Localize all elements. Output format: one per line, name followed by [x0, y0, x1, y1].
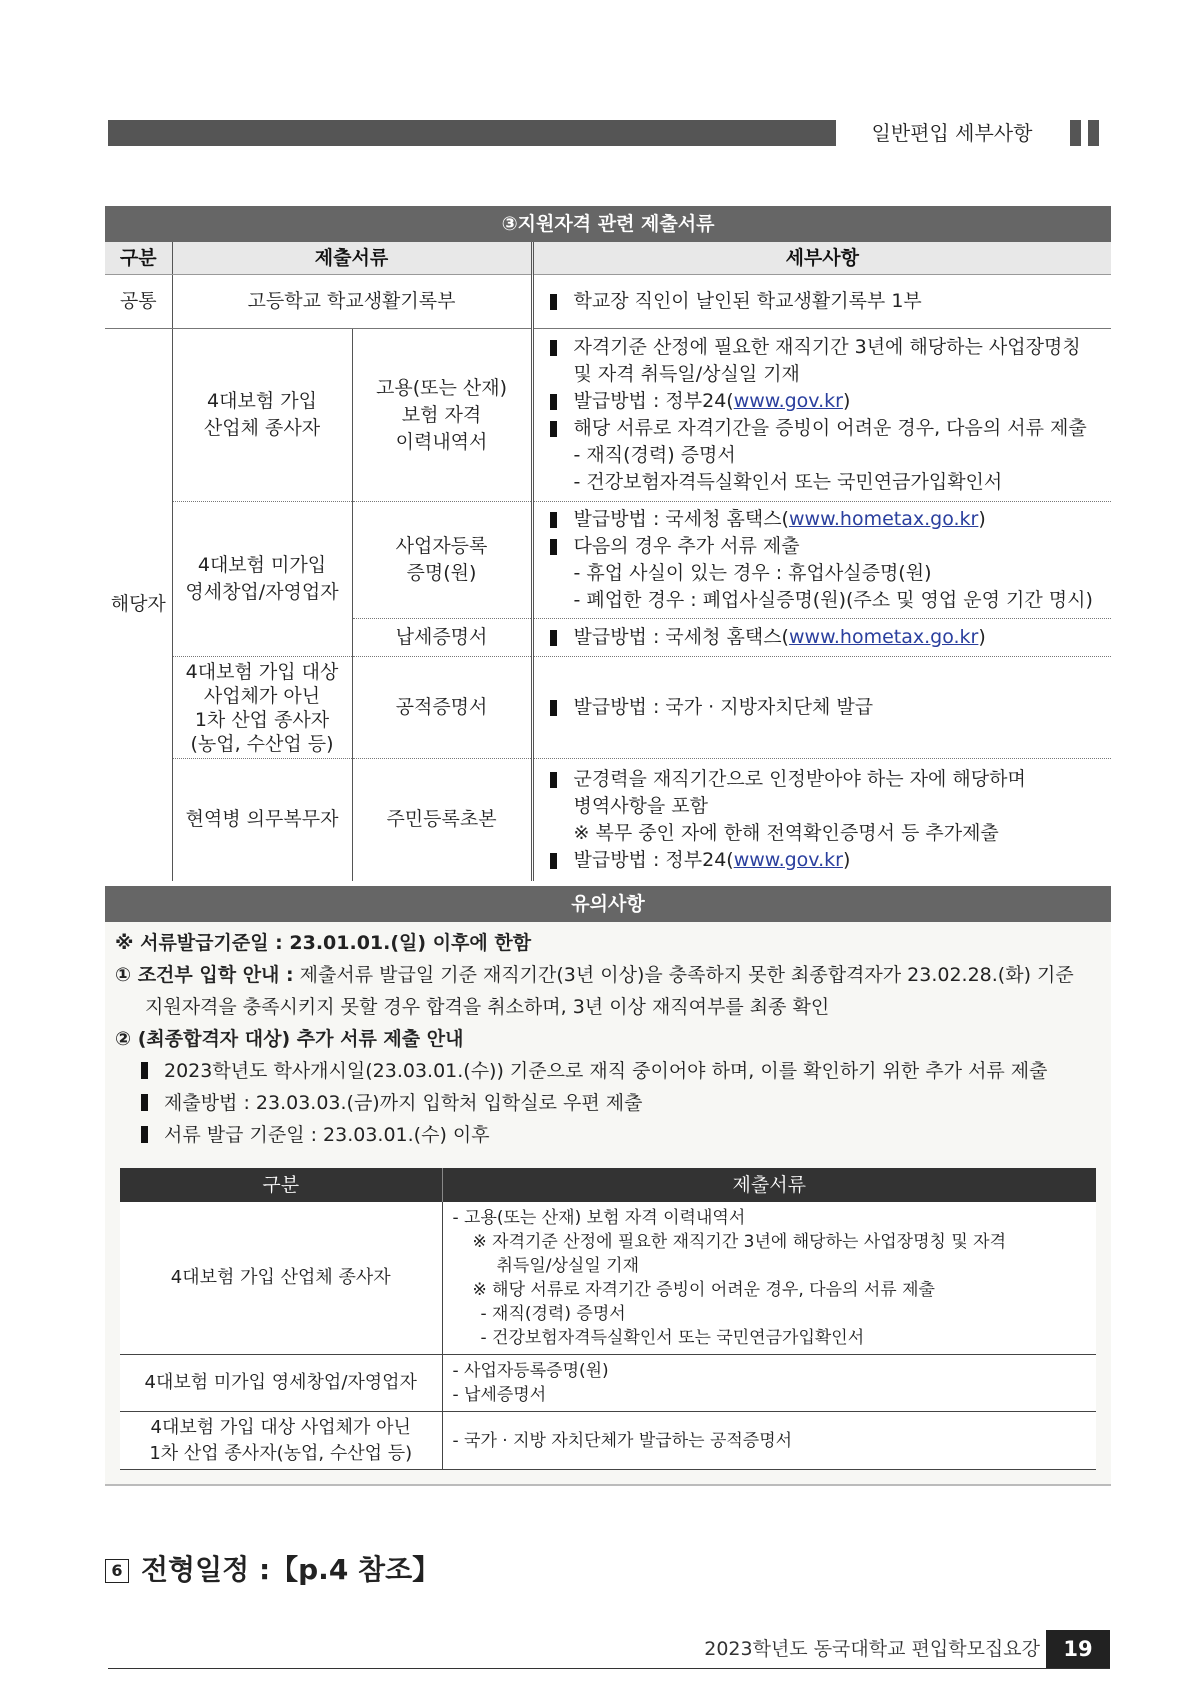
inner-docs: - 고용(또는 산재) 보험 자격 이력내역서 ※ 자격기준 산정에 필요한 재직기간 3년에 해당하는 사업장명칭 및 자격 취득일/상실일 기재 ※ 해당 서류로 자격기간 증빙이 어려운 경우, 다음의 서류 제출 - 재직(경력) 증명서 - 건강보험자격득실확인서 또는 국민연금가입확인서 [442, 1202, 1096, 1355]
detail-cell: 군경력을 재직기간으로 인정받아야 하는 자에 해당하며 병역사항을 포함 ※ 복무 중인 자에 한해 전역확인증명서 등 추가제출 발급방법 : 정부24(www.gov.kr) [532, 759, 1111, 881]
doc-cell: 사업자등록 증명(원) [352, 502, 532, 619]
header-block-2 [1088, 120, 1099, 146]
detail-cell: 발급방법 : 국가 · 지방자치단체 발급 [532, 657, 1111, 759]
note-bullet: 제출방법 : 23.03.03.(금)까지 입학처 입학실로 우편 제출 [141, 1088, 643, 1118]
table-row [120, 1412, 1096, 1470]
page-number: 19 [1046, 1630, 1110, 1668]
gov-link[interactable]: www.gov.kr [733, 848, 843, 871]
footer-title: 2023학년도 동국대학교 편입학모집요강 [704, 1638, 1040, 1660]
note-additional: ② (최종합격자 대상) 추가 서류 제출 안내 [115, 1028, 464, 1050]
hometax-link[interactable]: www.hometax.go.kr [788, 626, 979, 648]
detail-item: 학교장 직인이 날인된 학교생활기록부 1부 [546, 288, 1108, 315]
table-title: ③지원자격 관련 제출서류 [105, 206, 1111, 242]
detail-cell: 발급방법 : 국세청 홈택스(www.hometax.go.kr) [532, 619, 1111, 657]
inner-docs: - 사업자등록증명(원) - 납세증명서 [442, 1355, 1096, 1412]
doc-cell: 공적증명서 [352, 657, 532, 759]
col-header-category: 구분 [105, 242, 172, 275]
category-cell: 4대보험 가입 산업체 종사자 [172, 329, 352, 502]
doc-transcript: 고등학교 학교생활기록부 [172, 275, 532, 329]
doc-cell: 고용(또는 산재) 보험 자격 이력내역서 [352, 329, 532, 502]
col-header-detail: 세부사항 [532, 242, 1111, 275]
footer-rule [108, 1668, 1110, 1669]
table-row [105, 329, 1111, 502]
category-cell: 4대보험 가입 대상 사업체가 아닌 1차 산업 종사자 (농업, 수산업 등) [172, 657, 352, 759]
header-block-1 [1070, 120, 1081, 146]
table-row [120, 1355, 1096, 1412]
table-row [105, 502, 1111, 619]
notes-header: 유의사항 [105, 886, 1111, 922]
inner-category: 4대보험 미가입 영세창업/자영업자 [120, 1355, 442, 1412]
note-issue-date: ※ 서류발급기준일 : 23.01.01.(일) 이후에 한함 [115, 932, 532, 954]
section-number-box: 6 [105, 1559, 129, 1583]
inner-category: 4대보험 가입 산업체 종사자 [120, 1202, 442, 1355]
table-row [105, 759, 1111, 881]
row-label-common: 공통 [105, 275, 172, 329]
col-header-document: 제출서류 [172, 242, 532, 275]
category-cell: 현역병 의무복무자 [172, 759, 352, 881]
note-conditional: ① 조건부 입학 안내 : 제출서류 발급일 기준 재직기간(3년 이상)을 충족하지 못한 최종합격자가 23.02.28.(화) 기준 [115, 964, 1074, 986]
required-documents-table [105, 206, 1111, 881]
doc-cell: 주민등록초본 [352, 759, 532, 881]
section-6-heading: 6 전형일정 :【p.4 참조】 [105, 1550, 440, 1590]
inner-header-category: 구분 [120, 1168, 442, 1202]
header-bar [108, 120, 836, 146]
header-title: 일반편입 세부사항 [871, 121, 1033, 145]
row-label-applicable: 해당자 [110, 593, 166, 616]
table-row [105, 275, 1111, 329]
gov-link[interactable]: www.gov.kr [733, 390, 843, 412]
additional-documents-table [120, 1168, 1096, 1470]
note-conditional-cont: 지원자격을 충족시키지 못할 경우 합격을 취소하며, 3년 이상 재직여부를 최종 확인 [145, 996, 830, 1018]
table-row [105, 657, 1111, 759]
inner-header-docs: 제출서류 [442, 1168, 1096, 1202]
note-bullet: 서류 발급 기준일 : 23.03.01.(수) 이후 [141, 1120, 490, 1150]
note-bullet: 2023학년도 학사개시일(23.03.01.(수)) 기준으로 재직 중이어야 하며, 이를 확인하기 위한 추가 서류 제출 [141, 1056, 1048, 1086]
doc-cell: 납세증명서 [352, 619, 532, 657]
detail-cell: 자격기준 산정에 필요한 재직기간 3년에 해당하는 사업장명칭 및 자격 취득일/상실일 기재 발급방법 : 정부24(www.gov.kr) 해당 서류로 자격기간을 증빙이 어려운 경우, 다음의 서류 제출 - 재직(경력) 증명서 - 건강보험자격득실확인서 또는 국민연금가입확인서 [532, 329, 1111, 502]
detail-cell: 발급방법 : 국세청 홈택스(www.hometax.go.kr) 다음의 경우 추가 서류 제출 - 휴업 사실이 있는 경우 : 휴업사실증명(원) - 폐업한 경우 : 폐업사실증명(원)(주소 및 영업 운영 기간 명시) [532, 502, 1111, 619]
inner-docs: - 국가 · 지방 자치단체가 발급하는 공적증명서 [442, 1412, 1096, 1470]
hometax-link[interactable]: www.hometax.go.kr [788, 508, 979, 530]
table-row [120, 1202, 1096, 1355]
inner-category: 4대보험 가입 대상 사업체가 아닌 1차 산업 종사자(농업, 수산업 등) [120, 1412, 442, 1470]
category-cell: 4대보험 미가입 영세창업/자영업자 [172, 502, 352, 657]
